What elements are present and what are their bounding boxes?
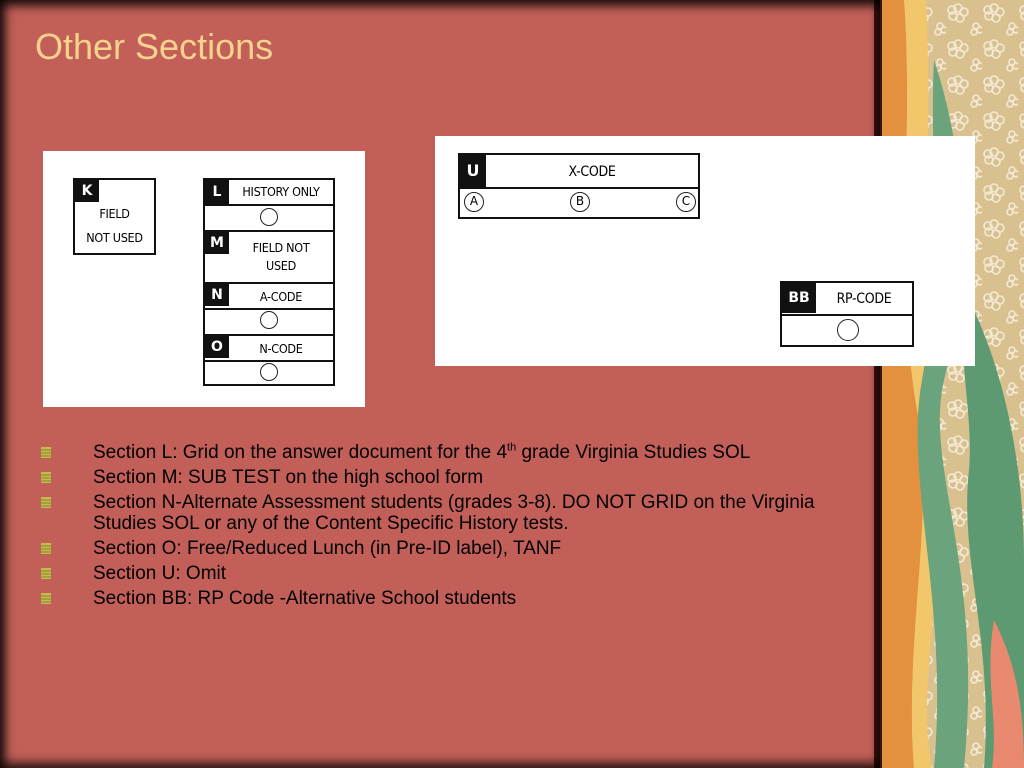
bullet-icon [40,446,52,459]
slide-title: Other Sections [35,26,274,67]
bullet-text: Section M: SUB TEST on the high school form [93,467,484,488]
bullet-icon [40,542,52,555]
section-k-box [73,178,156,255]
section-u-option-c[interactable]: C [676,192,696,212]
bullet-text: Section O: Free/Reduced Lunch (in Pre-ID label), TANF [93,538,562,559]
bullet-item [38,563,858,584]
section-bb-label: RP-CODE [836,291,892,307]
bullet-icon [40,567,52,580]
bullet-list [38,442,858,613]
section-k-letter: K [75,180,99,202]
section-o-bubble[interactable] [260,363,278,381]
section-l-letter: L [205,180,229,204]
section-k-line1: FIELD [99,206,130,221]
section-l-label: HISTORY ONLY [242,184,320,199]
section-bb-letter: BB [782,283,816,313]
bullet-item [38,442,858,463]
section-u-label: X-CODE [568,164,616,180]
bullet-item [38,588,858,609]
bullet-text-l-post: grade Virginia Studies SOL [516,442,751,463]
bullet-icon [40,471,52,484]
section-u-box [458,153,700,219]
bullet-item [38,467,858,488]
section-bb-box [780,281,914,347]
section-n-bubble[interactable] [260,311,278,329]
section-m-letter: M [205,232,229,254]
decorative-floral-border [874,0,1024,768]
bullet-item [38,538,858,559]
bullet-text: Section N-Alternate Assessment students (grades 3-8). DO NOT GRID on the Virginia Studies SOL or any of the Content Specific History tests. [93,492,815,534]
section-n-label: A-CODE [259,289,303,304]
section-m-line1: FIELD NOT [252,240,310,255]
bullet-text: Section BB: RP Code -Alternative School students [93,588,517,609]
bullet-icon [40,496,52,509]
section-u-option-a[interactable]: A [464,192,484,212]
section-o-label: N-CODE [259,341,303,356]
bullet-text-l-pre: Section L: Grid on the answer document for the 4 [93,442,508,463]
bullet-text-l-sup: th [507,441,517,454]
section-l-to-o-box [203,178,335,386]
section-bb-bubble[interactable] [837,319,859,341]
bullet-item [38,492,858,534]
section-o-letter: O [205,336,229,358]
bullet-text: Section U: Omit [93,563,227,584]
section-m-line2: USED [266,258,296,273]
section-l-bubble[interactable] [260,208,278,226]
section-u-letter: U [460,155,486,187]
section-k-line2: NOT USED [86,230,143,245]
left-form-panel [43,151,365,407]
section-n-letter: N [205,284,229,306]
bullet-icon [40,592,52,605]
section-u-option-b[interactable]: B [570,192,590,212]
right-form-panel [435,136,975,366]
